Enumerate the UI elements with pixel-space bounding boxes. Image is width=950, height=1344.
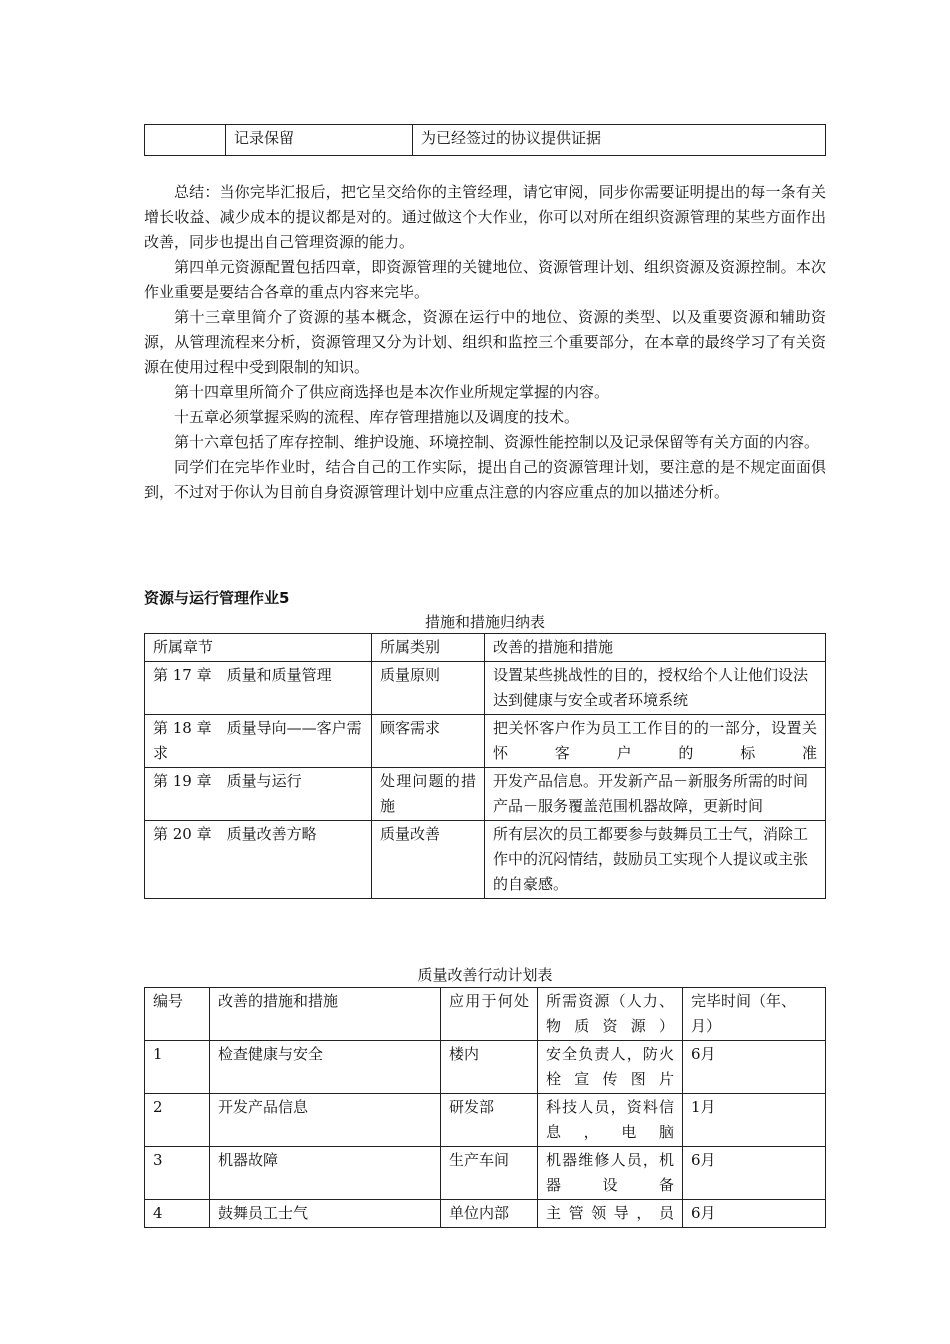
table-cell: 质量原则 (372, 662, 485, 715)
table-cell: 检查健康与安全 (210, 1041, 441, 1094)
table-row (145, 125, 826, 156)
column-header: 改善的措施和措施 (210, 988, 441, 1041)
column-header: 所属类别 (372, 634, 485, 662)
paragraph: 第十三章里简介了资源的基本概念，资源在运行中的地位、资源的类型、以及重要资源和辅助资源，从管理流程来分析，资源管理又分为计划、组织和监控三个重要部分，在本章的最终学习了有关资源在使用过程中受到限制的知识。 (144, 308, 826, 376)
table-cell: 把关怀客户作为员工工作目的的一部分，设置关怀客户的标准 (485, 715, 826, 768)
table-cell: 安全负责人，防火栓宣传图片 (538, 1041, 683, 1094)
table-cell: 鼓舞员工士气 (210, 1200, 441, 1228)
table-cell: 4 (145, 1200, 210, 1228)
table-cell: 第 19 章 质量与运行 (145, 768, 372, 821)
table-row (145, 715, 826, 768)
paragraph: 第四单元资源配置包括四章，即资源管理的关键地位、资源管理计划、组织资源及资源控制。本次作业重要是要结合各章的重点内容来完毕。 (144, 258, 826, 301)
table-cell (145, 125, 226, 156)
table-cell: 1 (145, 1041, 210, 1094)
column-header: 应用于何处 (441, 988, 538, 1041)
table-cell: 生产车间 (441, 1147, 538, 1200)
table-cell: 为已经签过的协议提供证据 (413, 125, 826, 156)
table-cell: 机器维修人员，机器设备 (538, 1147, 683, 1200)
measures-table (144, 633, 826, 899)
table-cell: 处理问题的措施 (372, 768, 485, 821)
table-cell: 3 (145, 1147, 210, 1200)
table-row (145, 1094, 826, 1147)
column-header: 完毕时间（年、月） (683, 988, 826, 1041)
paragraph: 同学们在完毕作业时，结合自己的工作实际，提出自己的资源管理计划，要注意的是不规定面面俱到，不过对于你认为目前自身资源管理计划中应重点注意的内容应重点的加以描述分析。 (144, 458, 826, 501)
table-cell: 设置某些挑战性的目的，授权给个人让他们设法达到健康与安全或者环境系统 (485, 662, 826, 715)
table-cell: 所有层次的员工都要参与鼓舞员工士气，消除工作中的沉闷情结，鼓励员工实现个人提议或主张的自豪感。 (485, 821, 826, 899)
table-header-row (145, 634, 826, 662)
table-cell: 6月 (683, 1147, 826, 1200)
table-row (145, 662, 826, 715)
table-cell: 顾客需求 (372, 715, 485, 768)
table-cell: 第 20 章 质量改善方略 (145, 821, 372, 899)
table2-caption: 质量改善行动计划表 (417, 966, 553, 984)
column-header: 改善的措施和措施 (485, 634, 826, 662)
paragraph: 总结：当你完毕汇报后，把它呈交给你的主管经理，请它审阅，同步你需要证明提出的每一条有关增长收益、减少成本的提议都是对的。通过做这个大作业，你可以对所在组织资源管理的某些方面作出改善，同步也提出自己管理资源的能力。 (144, 183, 826, 251)
table-cell: 质量改善 (372, 821, 485, 899)
table-cell: 6月 (683, 1200, 826, 1228)
top-table (144, 124, 826, 156)
table-cell: 机器故障 (210, 1147, 441, 1200)
table-cell: 科技人员，资料信息，电脑 (538, 1094, 683, 1147)
table-row (145, 1200, 826, 1228)
table-cell: 2 (145, 1094, 210, 1147)
paragraph: 十五章必须掌握采购的流程、库存管理措施以及调度的技术。 (174, 408, 580, 426)
table-row (145, 768, 826, 821)
table-cell: 开发产品信息 (210, 1094, 441, 1147)
table-cell: 第 17 章 质量和质量管理 (145, 662, 372, 715)
column-header: 所需资源（人力、物质资源） (538, 988, 683, 1041)
column-header: 所属章节 (145, 634, 372, 662)
body-text (144, 180, 826, 505)
table-cell: 研发部 (441, 1094, 538, 1147)
table-cell: 第 18 章 质量导向——客户需求 (145, 715, 372, 768)
table-cell: 记录保留 (226, 125, 413, 156)
table-cell: 6月 (683, 1041, 826, 1094)
action-plan-table (144, 987, 826, 1228)
table-cell: 楼内 (441, 1041, 538, 1094)
table-row (145, 1147, 826, 1200)
section-title: 资源与运行管理作业5 (144, 589, 290, 607)
paragraph: 第十六章包括了库存控制、维护设施、环境控制、资源性能控制以及记录保留等有关方面的内容。 (174, 433, 820, 451)
table-cell: 开发产品信息。开发新产品－新服务所需的时间产品－服务覆盖范围机器故障，更新时间 (485, 768, 826, 821)
table-cell: 单位内部 (441, 1200, 538, 1228)
table-row (145, 1041, 826, 1094)
column-header: 编号 (145, 988, 210, 1041)
table1-caption: 措施和措施归纳表 (424, 613, 545, 631)
paragraph: 第十四章里所简介了供应商选择也是本次作业所规定掌握的内容。 (174, 383, 610, 401)
table-row (145, 821, 826, 899)
table-header-row (145, 988, 826, 1041)
table-cell: 主管领导，员 (538, 1200, 683, 1228)
table-cell: 1月 (683, 1094, 826, 1147)
